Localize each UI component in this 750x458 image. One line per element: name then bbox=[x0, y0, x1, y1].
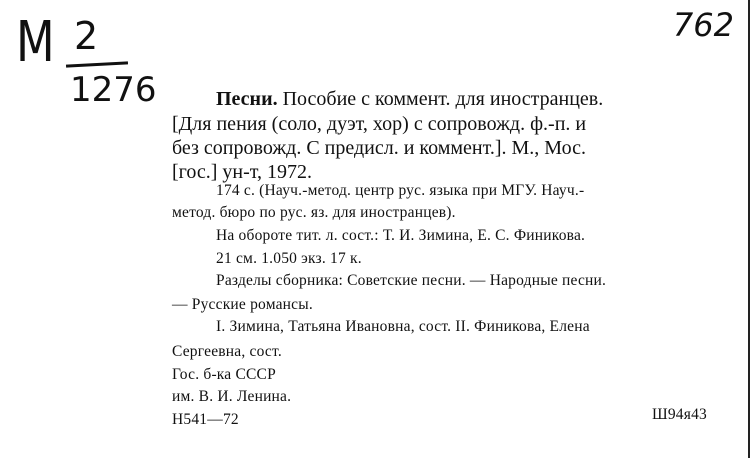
entry-title-rest: Пособие с коммент. для иностранцев. bbox=[277, 88, 604, 110]
shelf-mark-divider bbox=[66, 61, 128, 67]
entry-title-line bbox=[216, 88, 603, 111]
print-order-number: Н541—72 bbox=[172, 411, 239, 428]
entry-line-3: без сопровожд. С предисл. и коммент.]. М., Мос. bbox=[172, 137, 586, 159]
entry-line-2: [Для пения (соло, дуэт, хор) с сопровожд. ф.-п. и bbox=[172, 113, 587, 135]
entry-line-10: — Русские романсы. bbox=[172, 296, 313, 313]
library-name-line-2: им. В. И. Ленина. bbox=[172, 388, 292, 405]
library-name-line-1: Гос. б-ка СССР bbox=[172, 366, 276, 383]
entry-title: Песни. bbox=[216, 88, 278, 110]
entry-line-11: I. Зимина, Татьяна Ивановна, сост. II. Финикова, Елена bbox=[216, 318, 590, 335]
entry-line-7: На обороте тит. л. сост.: Т. И. Зимина, Е. С. Финикова. bbox=[216, 227, 586, 244]
shelf-mark-bottom: 1276 bbox=[70, 70, 157, 110]
entry-line-5: 174 с. (Науч.-метод. центр рус. языка при МГУ. Науч.- bbox=[216, 182, 585, 199]
entry-line-9: Разделы сборника: Советские песни. — Народные песни. bbox=[216, 272, 607, 289]
classification-code: Ш94я43 bbox=[652, 406, 707, 423]
entry-line-12: Сергеевна, сост. bbox=[172, 343, 282, 360]
entry-line-4: [гос.] ун-т, 1972. bbox=[172, 161, 312, 183]
shelf-mark-letter: M bbox=[16, 10, 55, 75]
shelf-mark-top: 2 bbox=[74, 14, 99, 58]
entry-line-8: 21 см. 1.050 экз. 17 к. bbox=[216, 250, 362, 267]
entry-line-6: метод. бюро по рус. яз. для иностранцев). bbox=[172, 204, 456, 221]
card-number: 762 bbox=[672, 6, 734, 44]
